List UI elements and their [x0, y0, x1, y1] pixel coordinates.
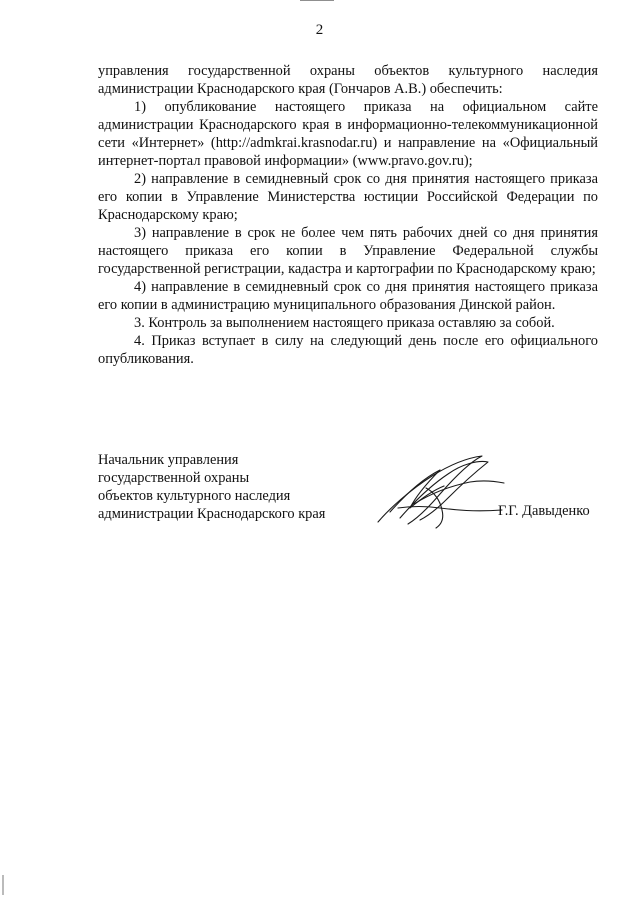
signatory-name: Г.Г. Давыденко — [498, 503, 590, 519]
paragraph-item-4: 4) направление в семидневный срок со дня принятия настоящего приказа его копии в администрацию муниципального образования Динской район. — [98, 279, 598, 313]
signatory-title — [98, 451, 358, 523]
scan-edge-mark — [2, 875, 4, 895]
page-number: 2 — [315, 22, 324, 38]
signatory-title-line: объектов культурного наследия — [98, 488, 291, 504]
paragraph-item-3: 3) направление в срок не более чем пять рабочих дней со дня принятия настоящего приказа его копии в Управление Федеральной службы государственной регистрации, кадастра и картографии по Краснодарскому краю; — [98, 225, 598, 277]
paragraph-item-1: 1) опубликование настоящего приказа на официальном сайте администрации Краснодарского края в информационно-телекоммуникационной сети «Интернет» (http://admkrai.krasnodar.ru) и направление на «Официальный интернет-портал правовой информации» (www.pravo.gov.ru); — [98, 99, 598, 169]
signatory-title-line: администрации Краснодарского края — [98, 506, 326, 522]
paragraph-clause-3: 3. Контроль за выполнением настоящего приказа оставляю за собой. — [134, 315, 555, 331]
paragraph-clause-4: 4. Приказ вступает в силу на следующий день после его официального опубликования. — [98, 333, 598, 367]
signatory-title-line: государственной охраны — [98, 470, 250, 486]
paragraph-item-2: 2) направление в семидневный срок со дня принятия настоящего приказа его копии в Управление Министерства юстиции Российской Федерации по Краснодарскому краю; — [98, 171, 598, 223]
paragraph-intro: управления государственной охраны объектов культурного наследия администрации Краснодарского края (Гончаров А.В.) обеспечить: — [98, 63, 598, 97]
document-body — [98, 62, 598, 368]
signatory-title-line: Начальник управления — [98, 452, 239, 468]
top-edge-mark — [300, 0, 334, 1]
handwritten-signature — [370, 448, 510, 533]
